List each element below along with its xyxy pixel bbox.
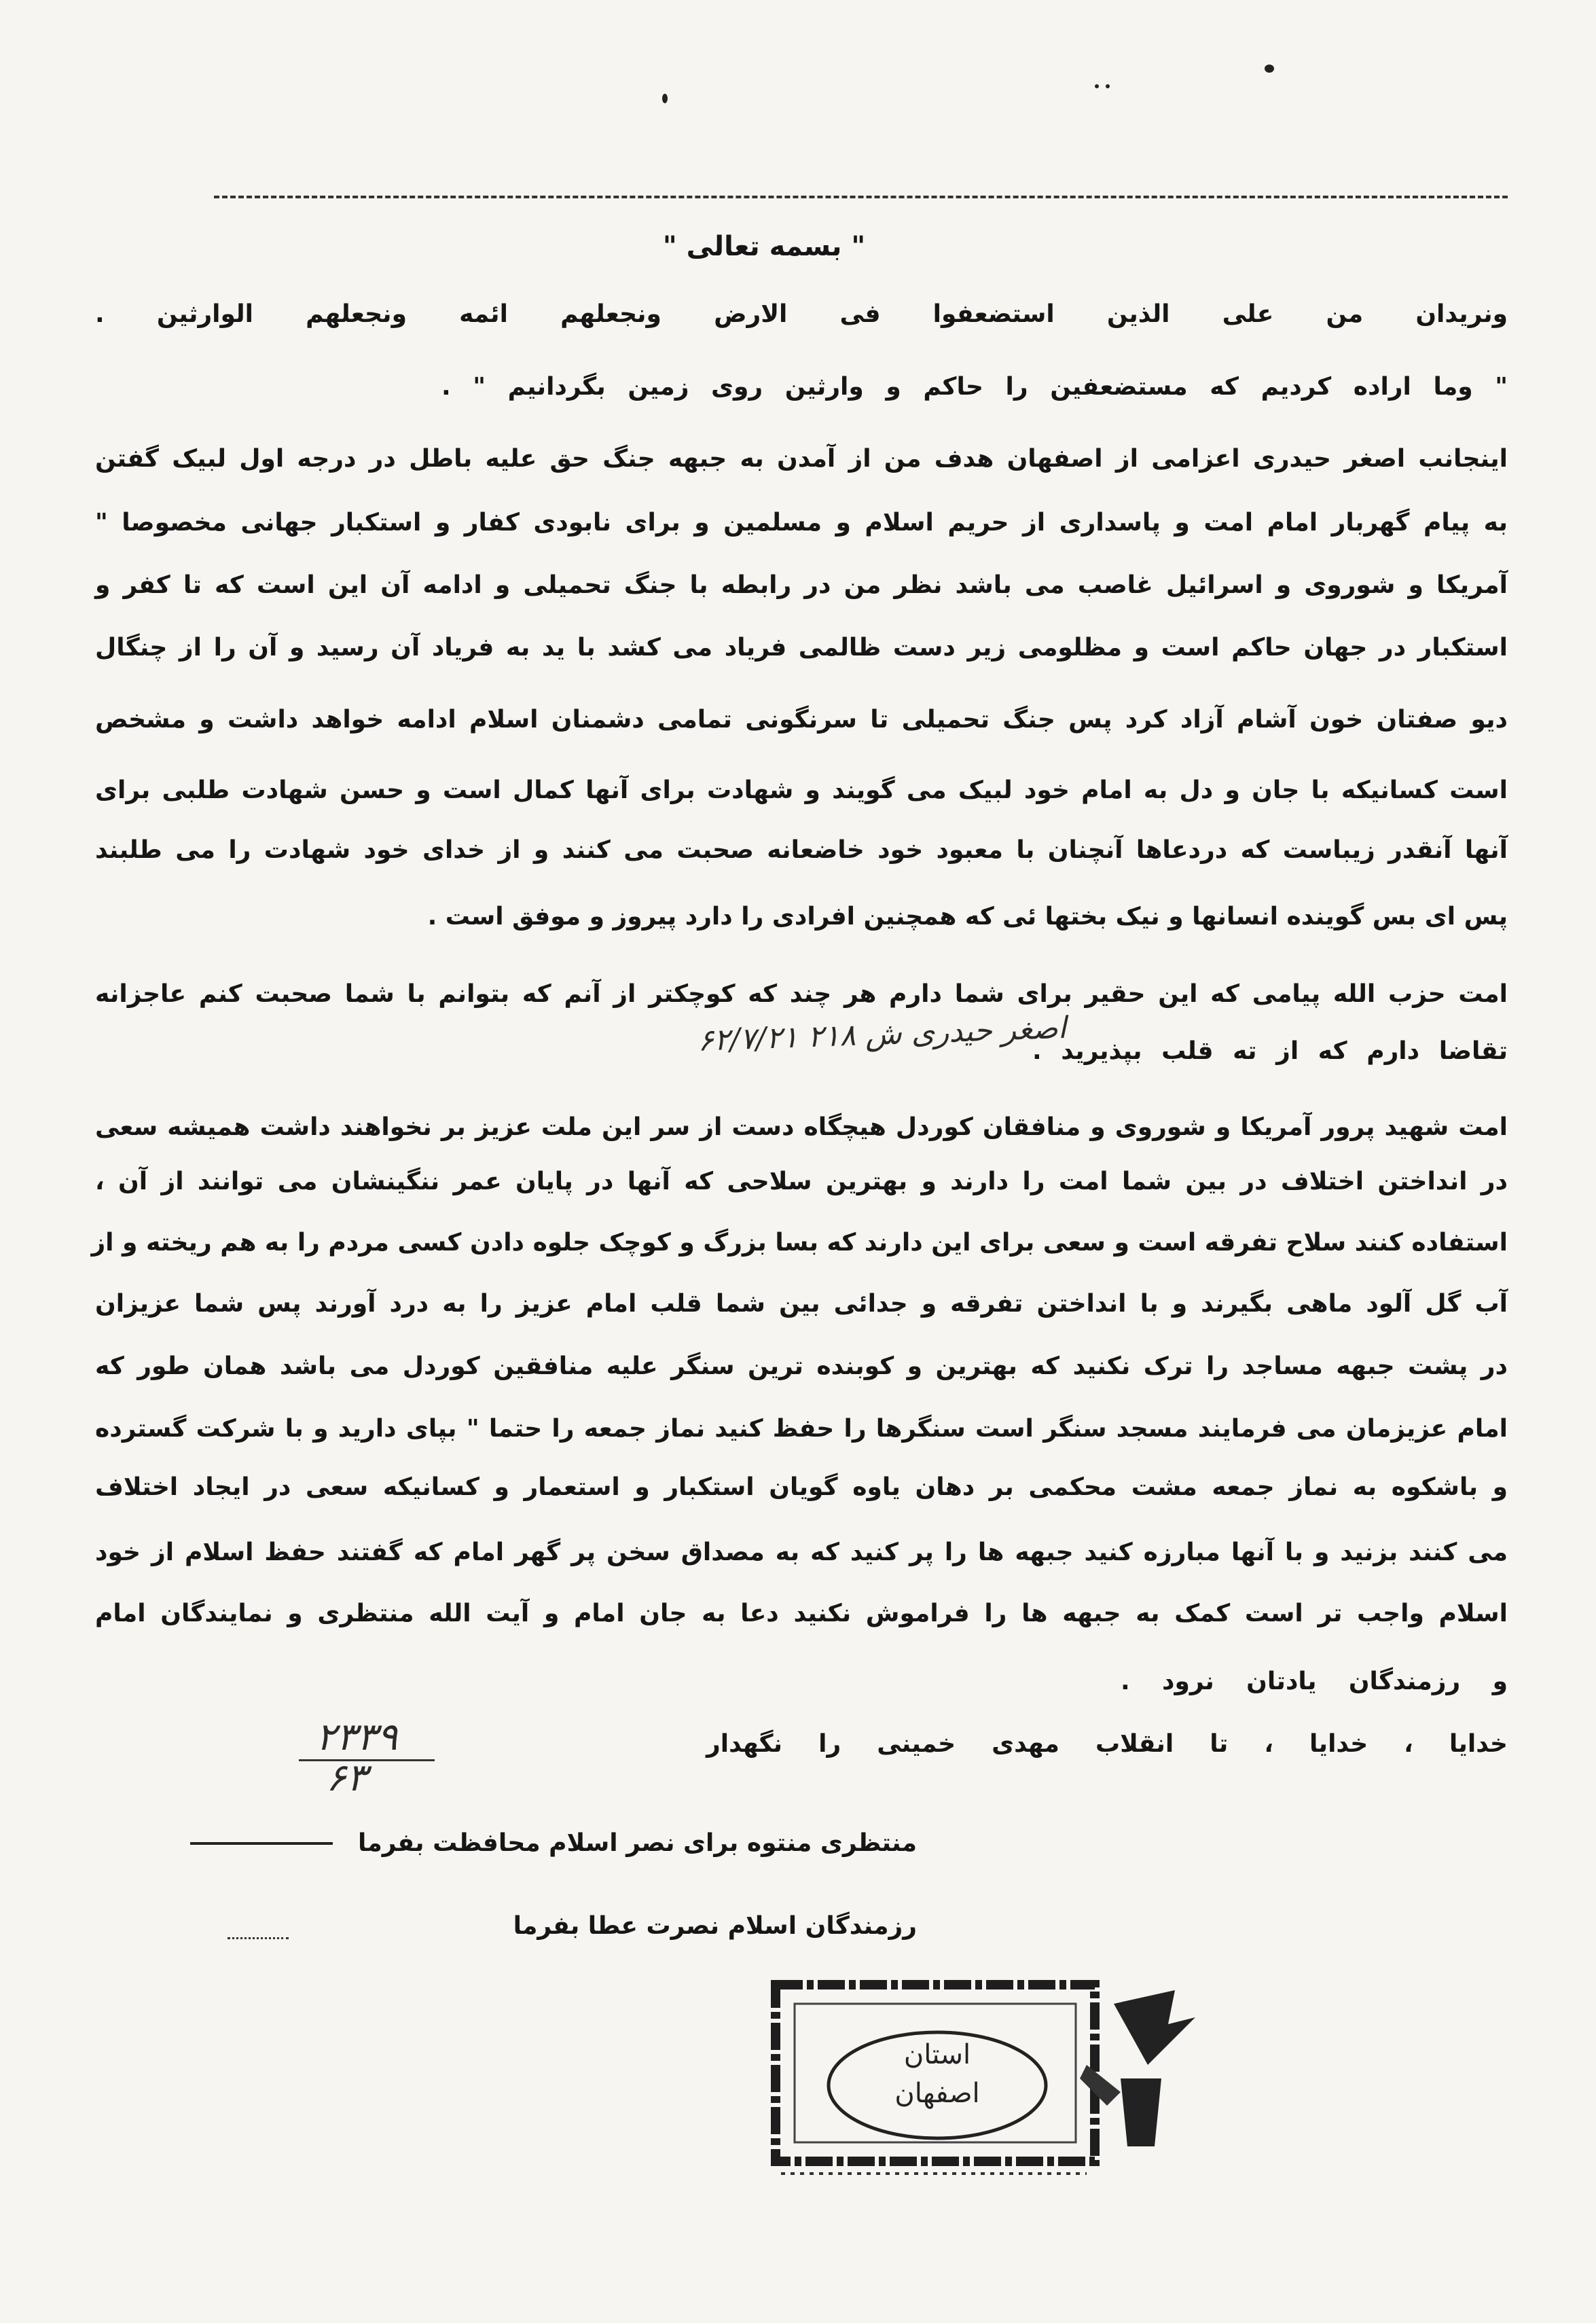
body-line: در پشت جبهه مساجد را ترک نکنید که بهترین و کوبنده ترین سنگر علیه منافقین کوردل می باشد همان طور که [95,1352,1508,1380]
body-line: اسلام واجب تر است کمک به جبهه ها را فراموش نکنید دعا به جان امام و آیت الله منتظری و نمایندگان امام [95,1600,1508,1627]
body-line: آب گل آلود ماهی بگیرند و با انداختن تفرقه و جدائی بین شما قلب امام عزیز را به درد آورند پس شما عزیزان [95,1290,1508,1318]
translation-line: " وما اراده کردیم که مستضعفین را حاکم و وارثین روی زمین بگردانیم " . [441,373,1508,401]
body-line: و باشکوه به نماز جمعه مشت محکمی بر دهان یاوه گویان استکبار و استعمار و کسانیکه سعی در ایجاد اختلاف [95,1473,1508,1501]
body-line: امت حزب الله پیامی که این حقیر برای شما دارم هر چند که کوچکتر از آنم که بتوانم با شما صحبت کنم عاجزانه [95,980,1508,1008]
ink-speck [1265,65,1274,73]
verse-line: ونریدان من علی الذین استضعفوا فی الارض ونجعلهم ائمه ونجعلهم الوارثین . [95,300,1508,328]
stamp-label-mid: اصفهان [894,2078,980,2109]
ink-speck [662,94,668,103]
archive-number-bottom: ۶۳ [326,1756,367,1800]
stamp-label-top: استان [903,2039,971,2070]
body-line: استکبار در جهان حاکم است و مظلومی زیر دست ظالمی فریاد می کشد با ید به فریاد آن رسید و آن را از چنگال [95,634,1508,662]
body-line: تقاضا دارم که از ته قلب بپذیرید . [1032,1037,1508,1065]
body-line: دیو صفتان خون آشام آزاد کرد پس جنگ تحمیلی تا سرنگونی تمامی دشمنان اسلام ادامه خواهد داشت و مشخص [95,706,1508,734]
body-line: به پیام گهربار امام امت و پاسداری از حریم اسلام و مسلمین و برای نابودی کفار و استکبار جهانی مخصوصا " [95,509,1508,537]
body-line: استفاده کنند سلاح تفرقه است و سعی برای این دارند که بسا بزرگ و کوچک جلوه دادن کسی مردم را به هم ریخته و از [91,1229,1508,1257]
body-line: آمریکا و شوروی و اسرائیل غاصب می باشد نظر من در رابطه با جنگ تحمیلی و ادامه آن این است که تا کفر و [95,571,1508,599]
signature-underline-1 [190,1842,333,1845]
body-line: امام عزیزمان می فرمایند مسجد سنگر است سنگرها را حفظ کنید نماز جمعه را حتما " بپای دارید و با شرکت گسترده [95,1415,1508,1443]
official-stamp [767,1977,1202,2187]
top-dashed-rule [214,196,1508,198]
body-line: پس ای بس گوینده انسانها و نیک بختها ئی که همچنین افرادی را دارد پیروز و موفق است . [427,903,1508,931]
signature-line-2: رزمندگان اسلام نصرت عطا بفرما [513,1912,917,1940]
document-title: " بسمه تعالی " [662,231,866,262]
handwritten-marginal-note: اصغر حیدری ش ۲۱۸ ۶۲/۷/۲۱ [697,1010,1067,1058]
body-line: است کسانیکه با جان و دل به امام خود لبیک می گویند و شهادت برای آنها کمال است و حسن شهادت طلبی برای [95,776,1508,804]
closing-prayer: خدایا ، خدایا ، تا انقلاب مهدی خمینی را نگهدار [706,1730,1508,1758]
signature-underline-2 [228,1937,289,1939]
body-line: اینجانب اصغر حیدری اعزامی از اصفهان هدف من از آمدن به جبهه جنگ حق علیه باطل در درجه اول لبیک گفتن [95,445,1508,473]
signature-line-1: منتظری منتوه برای نصر اسلام محافظت بفرما [357,1829,917,1857]
body-line: آنها آنقدر زیباست که دردعاها آنچنان با معبود خود خاضعانه صحبت می کنند و از خدای خود شهادت را می طلبند [95,836,1508,864]
body-line: می کنند بزنید و با آنها مبارزه کنید جبهه ها را پر کنید که به مصداق سخن پر گهر امام که گفتند حفظ اسلام از خود [95,1538,1508,1566]
body-line: و رزمندگان یادتان نرود . [1121,1668,1508,1695]
body-line: در انداختن اختلاف در بین شما امت را دارند و بهترین سلاحی که آنها در پایان عمر ننگینشان می توانند از آن ، [95,1168,1508,1195]
archive-number-top: ۲۳۳۹ [316,1715,398,1759]
ink-speck [1106,84,1110,88]
ink-speck [1095,84,1099,88]
body-line: امت شهید پرور آمریکا و شوروی و منافقان کوردل هیچگاه دست از سر این ملت عزیز بر نخواهند داشت همیشه سعی [95,1113,1508,1141]
